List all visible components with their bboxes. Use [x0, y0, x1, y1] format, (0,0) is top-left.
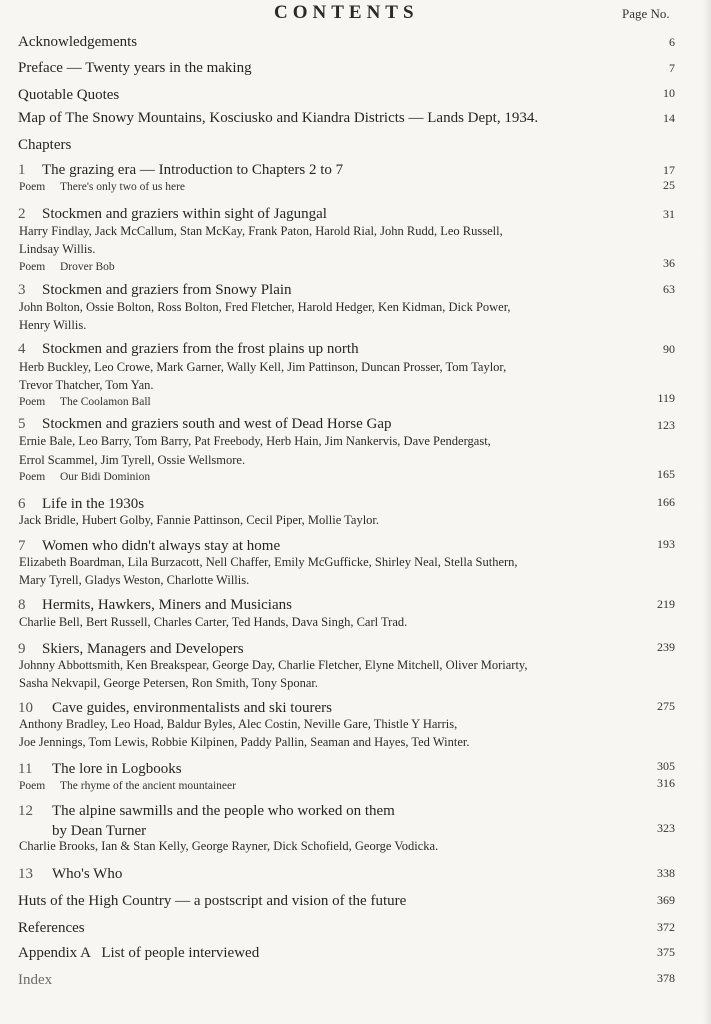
chapter-names: Sasha Nekvapil, George Petersen, Ron Smith, Tony Sponar.	[19, 676, 318, 690]
toc-page-number: 323	[657, 821, 675, 835]
toc-entry-chapter-1[interactable]	[18, 162, 343, 179]
toc-entry-quotable-quotes[interactable]: Quotable Quotes	[18, 87, 120, 103]
toc-page-number: 7	[669, 61, 675, 75]
poem-label: Poem	[19, 181, 46, 193]
chapter-number: 13	[18, 866, 33, 882]
chapter-names: Jack Bridle, Hubert Golby, Fannie Pattinson, Cecil Piper, Mollie Taylor.	[19, 513, 380, 527]
chapter-title: Hermits, Hawkers, Miners and Musicians	[42, 597, 292, 613]
chapter-title: Women who didn't always stay at home	[42, 538, 281, 554]
toc-page-number: 166	[657, 495, 675, 509]
toc-entry-references[interactable]: References	[18, 920, 85, 936]
poem-label: Poem	[19, 396, 46, 408]
chapter-number: 10	[18, 700, 33, 716]
poem-label: Poem	[19, 261, 46, 273]
toc-entry-appendix-a[interactable]: Appendix A List of people interviewed	[18, 945, 260, 961]
toc-page-number: 90	[663, 342, 675, 356]
poem-entry[interactable]	[19, 780, 236, 792]
toc-entry-chapter-13[interactable]	[18, 866, 122, 883]
chapter-title: Stockmen and graziers south and west of Dead Horse Gap	[42, 416, 392, 432]
toc-page-number: 31	[663, 207, 675, 221]
poem-entry[interactable]	[19, 261, 115, 273]
poem-entry[interactable]	[19, 471, 150, 483]
poem-label: Poem	[19, 780, 46, 792]
poem-label: Poem	[19, 471, 46, 483]
chapter-names: Joe Jennings, Tom Lewis, Robbie Kilpinen, Paddy Pallin, Seaman and Hayes, Ted Winter.	[19, 735, 470, 749]
chapter-number: 12	[18, 803, 33, 819]
toc-page-number: 10	[663, 86, 675, 100]
toc-page-number: 14	[663, 111, 675, 125]
toc-page-number: 17	[663, 163, 675, 177]
poem-title: Our Bidi Dominion	[60, 471, 151, 483]
toc-page-number: 6	[669, 35, 675, 49]
toc-entry-chapter-3[interactable]	[18, 282, 292, 299]
page-title: CONTENTS	[274, 2, 419, 23]
chapter-number: 6	[18, 496, 26, 512]
page-edge-shadow	[703, 0, 711, 1024]
poem-title: The Coolamon Ball	[60, 396, 151, 408]
chapter-title: Stockmen and graziers within sight of Jagungal	[42, 206, 327, 222]
toc-page-number: 338	[657, 866, 675, 880]
chapter-number: 2	[18, 206, 26, 222]
toc-entry-chapter-12[interactable]	[18, 803, 395, 820]
chapter-names: Elizabeth Boardman, Lila Burzacott, Nell Chaffer, Emily McGufficke, Shirley Neal, Stella Suthern,	[19, 555, 518, 569]
toc-page-number: 305	[657, 759, 675, 773]
chapter-title: Stockmen and graziers from Snowy Plain	[42, 282, 292, 298]
poem-title: The rhyme of the ancient mountaineer	[60, 780, 236, 792]
toc-page-number: 36	[663, 256, 675, 270]
toc-page-number: 193	[657, 537, 675, 551]
toc-page-number: 375	[657, 945, 675, 959]
toc-entry-chapter-11[interactable]	[18, 761, 182, 778]
poem-entry[interactable]	[19, 396, 151, 408]
chapter-title: Who's Who	[52, 866, 123, 882]
chapter-number: 5	[18, 416, 26, 432]
toc-page-number: 239	[657, 640, 675, 654]
toc-entry-chapter-2[interactable]	[18, 206, 327, 223]
chapter-title: Stockmen and graziers from the frost plains up north	[42, 341, 359, 357]
chapter-title: The grazing era — Introduction to Chapters 2 to 7	[42, 162, 344, 178]
toc-page-number: 372	[657, 920, 675, 934]
toc-entry-index[interactable]: Index	[18, 972, 53, 988]
toc-entry-acknowledgements[interactable]: Acknowledgements	[18, 34, 138, 50]
chapter-names: Mary Tyrell, Gladys Weston, Charlotte Willis.	[19, 573, 250, 587]
chapter-names: Trevor Thatcher, Tom Yan.	[19, 378, 154, 392]
poem-title: There's only two of us here	[60, 181, 186, 193]
toc-page-number: 275	[657, 699, 675, 713]
chapter-names: Lindsay Willis.	[19, 242, 96, 256]
chapter-title: Life in the 1930s	[42, 496, 145, 512]
chapter-number: 1	[18, 162, 26, 178]
chapter-names: Herb Buckley, Leo Crowe, Mark Garner, Wally Kell, Jim Pattinson, Duncan Prosser, Tom Taylor,	[19, 360, 507, 374]
toc-page-number: 25	[663, 178, 675, 192]
toc-page-number: 378	[657, 971, 675, 985]
toc-entry-preface[interactable]: Preface — Twenty years in the making	[18, 60, 252, 76]
toc-page-number: 219	[657, 597, 675, 611]
chapter-author: by Dean Turner	[52, 823, 147, 839]
chapter-number: 11	[18, 761, 33, 777]
chapter-number: 7	[18, 538, 26, 554]
chapter-title: The lore in Logbooks	[52, 761, 182, 777]
chapter-names: John Bolton, Ossie Bolton, Ross Bolton, Fred Fletcher, Harold Hedger, Ken Kidman, Dick Power,	[19, 300, 511, 314]
toc-entry-huts-postscript[interactable]: Huts of the High Country — a postscript and vision of the future	[18, 893, 407, 909]
toc-entry-chapter-4[interactable]	[18, 341, 359, 358]
poem-title: Drover Bob	[60, 261, 115, 273]
chapter-names: Errol Scammel, Jim Tyrell, Ossie Wellsmore.	[19, 453, 246, 467]
toc-page-number: 165	[657, 467, 675, 481]
chapter-names: Johnny Abbottsmith, Ken Breakspear, George Day, Charlie Fletcher, Elyne Mitchell, Oliver Moriarty,	[19, 658, 528, 672]
poem-entry[interactable]	[19, 181, 185, 193]
chapter-number: 8	[18, 597, 26, 613]
chapter-names: Ernie Bale, Leo Barry, Tom Barry, Pat Freebody, Herb Hain, Jim Nankervis, Dave Pendergast,	[19, 434, 491, 448]
chapter-title: Cave guides, environmentalists and ski tourers	[52, 700, 332, 716]
toc-entry-map[interactable]: Map of The Snowy Mountains, Kosciusko and Kiandra Districts — Lands Dept, 1934.	[18, 110, 539, 126]
chapter-names: Charlie Brooks, Ian & Stan Kelly, George Rayner, Dick Schofield, George Vodicka.	[19, 839, 439, 853]
chapter-names: Anthony Bradley, Leo Hoad, Baldur Byles, Alec Costin, Neville Gare, Thistle Y Harris,	[19, 717, 458, 731]
toc-page-number: 63	[663, 282, 675, 296]
toc-page-number: 369	[657, 893, 675, 907]
toc-page-number: 119	[657, 391, 675, 405]
toc-page-number: 316	[657, 776, 675, 790]
chapter-names: Harry Findlay, Jack McCallum, Stan McKay, Frank Paton, Harold Rial, John Rudd, Leo Russell,	[19, 224, 503, 238]
page-number-heading: Page No.	[622, 6, 670, 21]
toc-page-number: 123	[657, 418, 675, 432]
chapter-number: 3	[18, 282, 26, 298]
toc-entry-chapter-5[interactable]	[18, 416, 391, 433]
chapters-heading: Chapters	[18, 137, 72, 153]
chapter-names: Charlie Bell, Bert Russell, Charles Carter, Ted Hands, Dava Singh, Carl Trad.	[19, 615, 408, 629]
toc-entry-chapter-8[interactable]	[18, 597, 292, 614]
chapter-title: The alpine sawmills and the people who worked on them	[52, 803, 395, 819]
chapter-number: 9	[18, 641, 26, 657]
chapter-names: Henry Willis.	[19, 318, 87, 332]
chapter-title: Skiers, Managers and Developers	[42, 641, 244, 657]
chapter-number: 4	[18, 341, 26, 357]
